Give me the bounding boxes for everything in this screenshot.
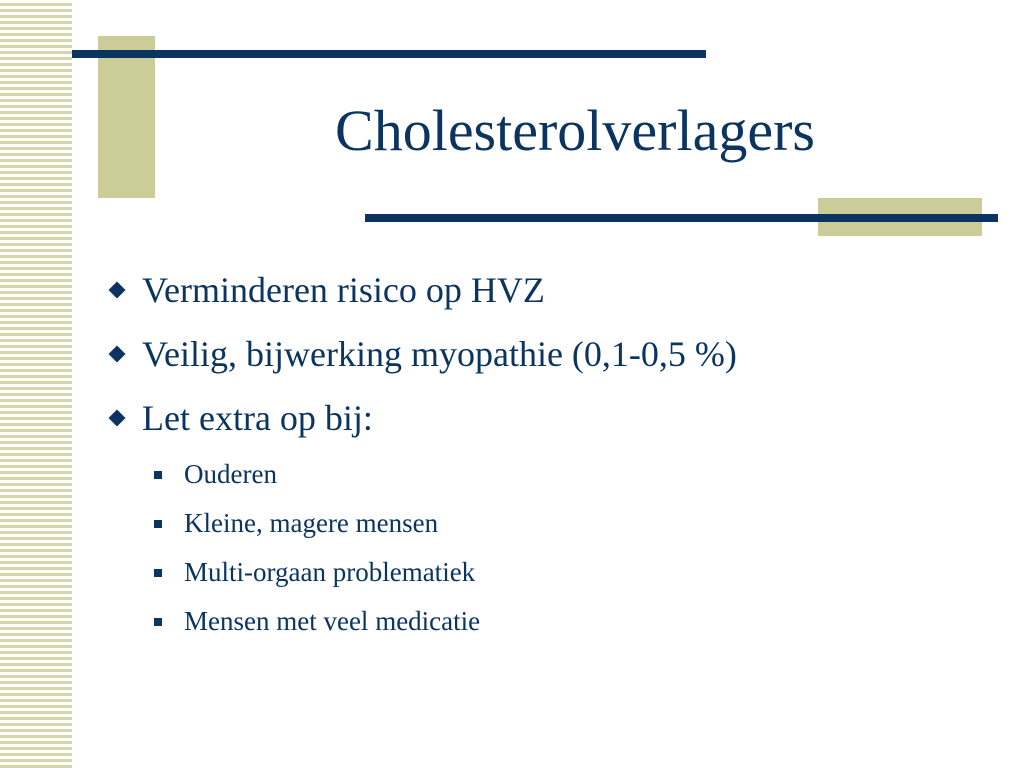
- sub-bullet-text: Kleine, magere mensen: [184, 508, 439, 538]
- square-bullet-icon: [154, 618, 162, 626]
- sub-bullet-list: [152, 450, 992, 646]
- sub-bullet-item: [152, 499, 992, 548]
- sub-bullet-text: Multi-orgaan problematiek: [184, 557, 476, 587]
- square-bullet-icon: [154, 569, 162, 577]
- sub-bullet-item: [152, 548, 992, 597]
- diamond-bullet-icon: [109, 346, 126, 363]
- bullet-item: [100, 322, 1000, 386]
- bullet-item: [100, 386, 1000, 450]
- square-bullet-icon: [154, 520, 162, 528]
- sub-bullet-text: Ouderen: [184, 459, 277, 489]
- decorative-block-top: [98, 36, 155, 198]
- diamond-bullet-icon: [109, 282, 126, 299]
- bullet-text: Let extra op bij:: [142, 398, 373, 438]
- decorative-stripes: [0, 0, 72, 768]
- bullet-text: Verminderen risico op HVZ: [142, 270, 545, 310]
- sub-bullet-text: Mensen met veel medicatie: [184, 606, 481, 636]
- bullet-list: [100, 258, 1000, 450]
- bullet-text: Veilig, bijwerking myopathie (0,1-0,5 %): [142, 334, 737, 374]
- slide-title: Cholesterolverlagers: [335, 98, 815, 163]
- bullet-item: [100, 258, 1000, 322]
- decorative-line-bottom: [365, 214, 998, 222]
- square-bullet-icon: [154, 471, 162, 479]
- sub-bullet-item: [152, 597, 992, 646]
- sub-bullet-item: [152, 450, 992, 499]
- diamond-bullet-icon: [109, 410, 126, 427]
- decorative-line-top: [72, 50, 706, 58]
